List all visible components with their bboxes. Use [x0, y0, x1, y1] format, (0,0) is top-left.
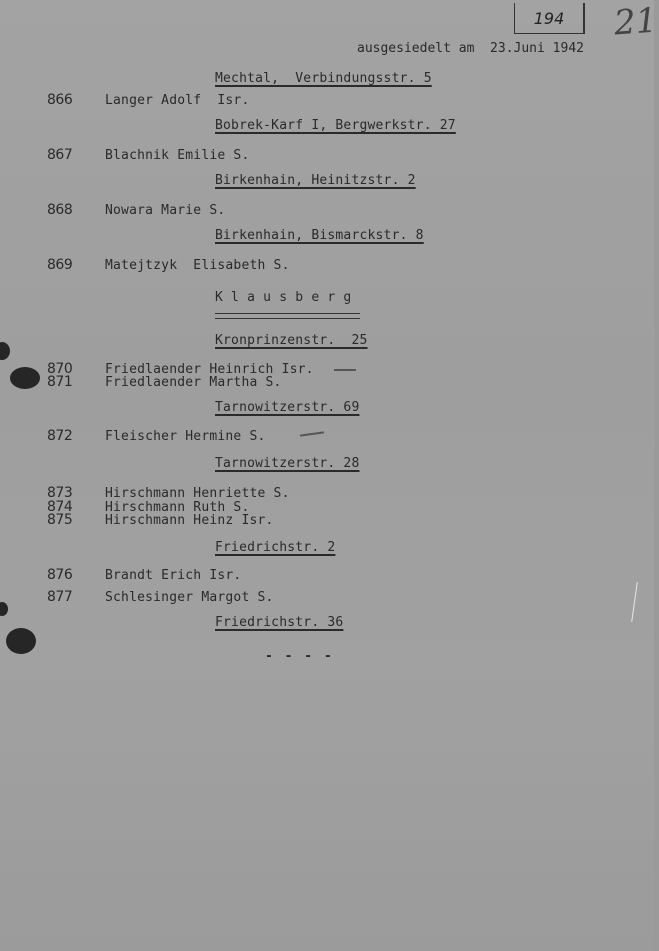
entry-name: Blachnik Emilie S.: [105, 148, 250, 163]
address-heading: Tarnowitzerstr. 28: [215, 456, 360, 471]
town-heading: K l a u s b e r g: [215, 290, 352, 305]
punch-hole: [0, 342, 10, 360]
address-heading: Friedrichstr. 2: [215, 540, 336, 555]
entry-name: Hirschmann Heinz Isr.: [105, 513, 274, 528]
entry-number: 867: [47, 147, 73, 163]
pencil-mark: [300, 431, 324, 436]
double-underline: [215, 313, 360, 319]
entry-number: 873: [47, 485, 73, 501]
pencil-mark: [334, 369, 356, 371]
address-heading: Mechtal, Verbindungsstr. 5: [215, 71, 432, 86]
entry-number: 872: [47, 428, 73, 444]
address-heading: Friedrichstr. 36: [215, 615, 344, 630]
address-heading: Tarnowitzerstr. 69: [215, 400, 360, 415]
entry-name: Friedlaender Martha S.: [105, 375, 282, 390]
entry-name: Matejtzyk Elisabeth S.: [105, 258, 290, 273]
entry-name: Langer Adolf Isr.: [105, 93, 250, 108]
entry-number: 869: [47, 257, 73, 273]
address-heading: Birkenhain, Bismarckstr. 8: [215, 228, 424, 243]
end-mark: - - - -: [265, 649, 334, 664]
entry-number: 876: [47, 567, 73, 583]
punch-hole: [0, 602, 8, 616]
entry-name: Brandt Erich Isr.: [105, 568, 242, 583]
entry-number: 866: [47, 92, 73, 108]
pencil-mark: [631, 582, 638, 622]
entry-name: Friedlaender Heinrich Isr.: [105, 362, 314, 377]
entry-name: Schlesinger Margot S.: [105, 590, 274, 605]
entry-name: Nowara Marie S.: [105, 203, 226, 218]
archive-number-stamp: 194: [514, 3, 585, 34]
entry-number: 870: [47, 361, 73, 377]
entry-number: 871: [47, 374, 73, 390]
corner-page-number: 21: [612, 0, 659, 44]
address-heading: Kronprinzenstr. 25: [215, 333, 368, 348]
address-heading: Bobrek-Karf I, Bergwerkstr. 27: [215, 118, 456, 133]
entry-number: 875: [47, 512, 73, 528]
entry-number: 874: [47, 499, 73, 515]
deportation-date-header: ausgesiedelt am 23.Juni 1942: [357, 41, 584, 56]
entry-name: Hirschmann Henriette S.: [105, 486, 290, 501]
entry-number: 877: [47, 589, 73, 605]
address-heading: Birkenhain, Heinitzstr. 2: [215, 173, 416, 188]
punch-hole: [6, 628, 36, 654]
entry-number: 868: [47, 202, 73, 218]
punch-hole: [10, 367, 40, 389]
entry-name: Fleischer Hermine S.: [105, 429, 266, 444]
entry-name: Hirschmann Ruth S.: [105, 500, 250, 515]
